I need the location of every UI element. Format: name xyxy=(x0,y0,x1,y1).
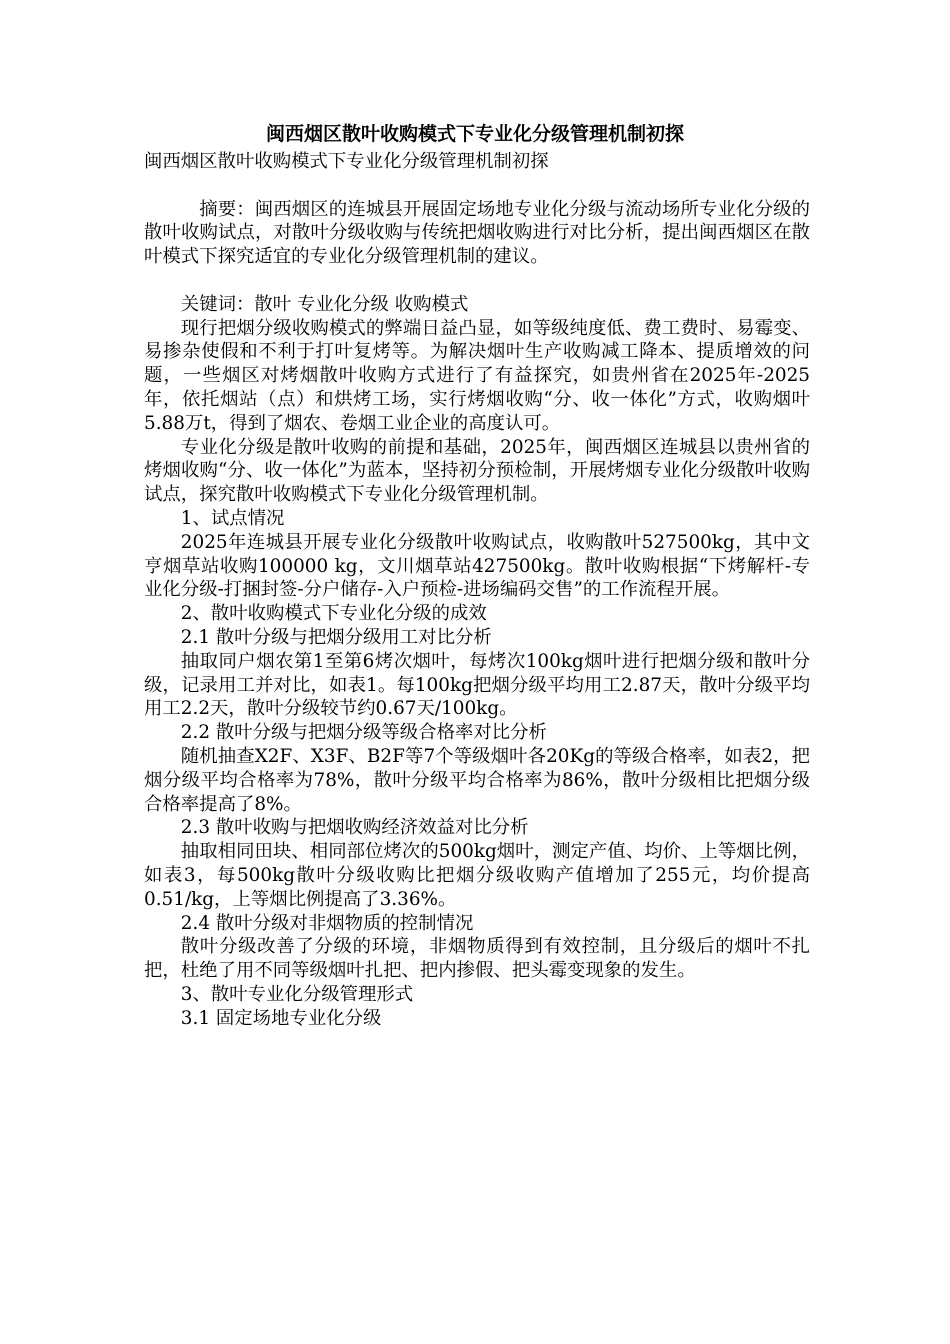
subsection-heading: 2.4 散叶分级对非烟物质的控制情况 xyxy=(180,912,474,934)
body-paragraph: 现行把烟分级收购模式的弊端日益凸显，如等级纯度低、费工费时、易霉变、易掺杂使假和不利于打叶复烤等。为解决烟叶生产收购减工降本、提质增效的问题，一些烟区对烤烟散叶收购方式进行了有益探究，如贵州省在2025年-2025年，依托烟站（点）和烘烤工场，实行烤烟收购“分、收一体化”方式，收购烟叶5.88万t，得到了烟农、卷烟工业企业的高度认可。 xyxy=(144,317,810,434)
spacer xyxy=(144,174,810,198)
subsection-heading: 2.1 散叶分级与把烟分级用工对比分析 xyxy=(180,626,492,648)
body-paragraph: 随机抽查X2F、X3F、B2F等7个等级烟叶各20Kg的等级合格率，如表2，把烟分级平均合格率为78%，散叶分级平均合格率为86%，散叶分级相比把烟分级合格率提高了8%。 xyxy=(144,745,810,815)
section-heading: 2、散叶收购模式下专业化分级的成效 xyxy=(180,603,487,625)
document-subtitle: 闽西烟区散叶收购模式下专业化分级管理机制初探 xyxy=(144,151,549,172)
document-body xyxy=(144,150,810,1030)
body-paragraph: 2025年连城县开展专业化分级散叶收购试点，收购散叶527500kg，其中文亨烟草站收购100000 kg，文川烟草站427500kg。散叶收购根据“下烤解杆-专业化分级-打捆封签-分户储存-入户预检-进场编码交售”的工作流程开展。 xyxy=(144,531,810,601)
document-title: 闽西烟区散叶收购模式下专业化分级管理机制初探 xyxy=(265,123,684,145)
subsection-heading: 2.2 散叶分级与把烟分级等级合格率对比分析 xyxy=(180,722,547,744)
body-paragraph: 专业化分级是散叶收购的前提和基础，2025年，闽西烟区连城县以贵州省的烤烟收购“分、收一体化”为蓝本，坚持初分预检制，开展烤烟专业化分级散叶收购试点，探究散叶收购模式下专业化分级管理机制。 xyxy=(144,436,810,506)
body-paragraph: 抽取相同田块、相同部位烤次的500kg烟叶，测定产值、均价、上等烟比例，如表3，每500kg散叶分级收购比把烟分级收购产值增加了255元，均价提高0.51/kg，上等烟比例提高了3.36%。 xyxy=(144,841,810,910)
subsection-heading: 2.3 散叶收购与把烟收购经济效益对比分析 xyxy=(180,817,529,839)
subsection-heading: 3.1 固定场地专业化分级 xyxy=(180,1007,382,1029)
body-paragraph: 抽取同户烟农第1至第6烤次烟叶，每烤次100kg烟叶进行把烟分级和散叶分级，记录用工并对比，如表1。每100kg把烟分级平均用工2.87天，散叶分级平均用工2.2天，散叶分级较节约0.67天/100kg。 xyxy=(144,650,810,720)
abstract-paragraph: 摘要：闽西烟区的连城县开展固定场地专业化分级与流动场所专业化分级的散叶收购试点，对散叶分级收购与传统把烟收购进行对比分析，提出闽西烟区在散叶模式下探究适宜的专业化分级管理机制的建议。 xyxy=(144,198,810,268)
keywords-line: 关键词：散叶 专业化分级 收购模式 xyxy=(180,293,469,315)
section-heading: 3、散叶专业化分级管理形式 xyxy=(180,983,414,1005)
spacer xyxy=(144,269,810,293)
body-paragraph: 散叶分级改善了分级的环境，非烟物质得到有效控制，且分级后的烟叶不扎把，杜绝了用不同等级烟叶扎把、把内掺假、把头霉变现象的发生。 xyxy=(144,936,810,982)
section-heading: 1、试点情况 xyxy=(180,507,285,529)
